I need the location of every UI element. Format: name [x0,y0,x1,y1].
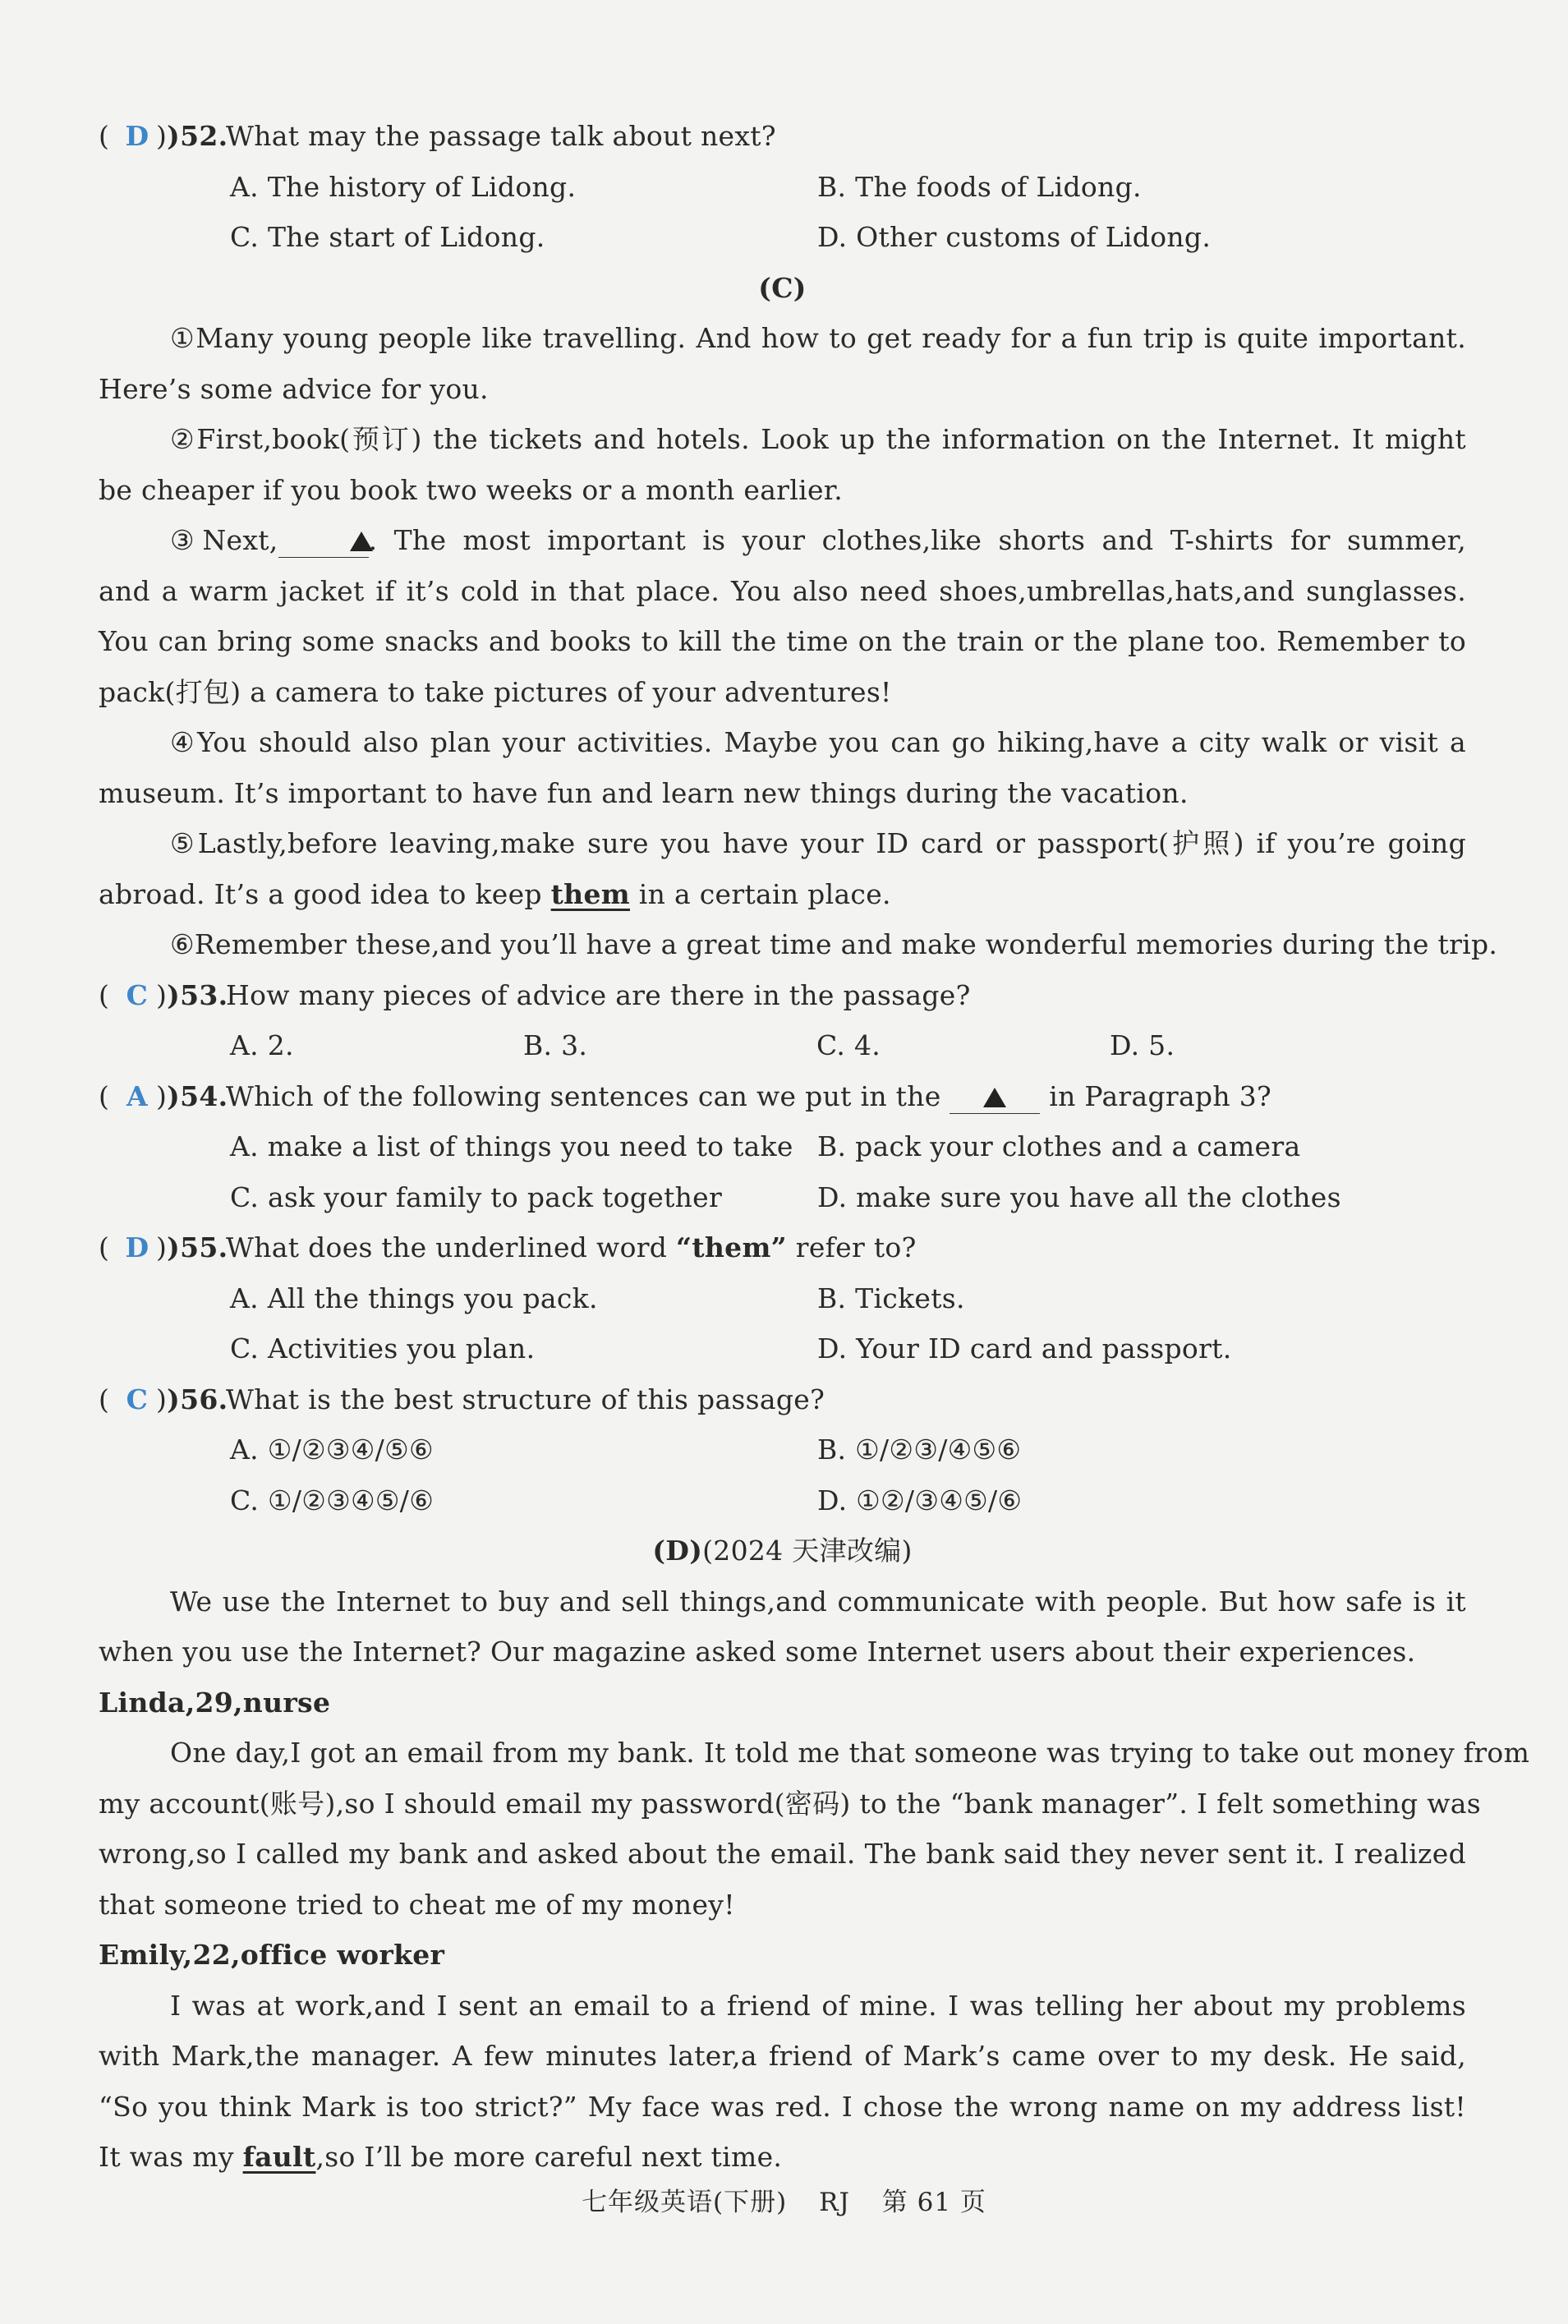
footer-edition: RJ [819,2188,850,2217]
paragraph-line: “So you think Mark is too strict?” My face was red. I chose the wrong name on my address list! [99,2090,1466,2123]
paragraph-line: We use the Internet to buy and sell things,and communicate with people. But how safe is it [170,1585,1466,1618]
text-span: . The most important is your clothes,like shorts and T-shirts for summer, [368,524,1466,556]
paragraph-line: ①Many young people like travelling. And how to get ready for a fun trip is quite important. [170,322,1466,354]
option-a: A. ①/②③④/⑤⑥ [230,1434,434,1466]
blank-triangle [278,524,369,558]
option-c: C. The start of Lidong. [230,221,545,253]
question-number: )54. [167,1079,228,1112]
paragraph-line: You can bring some snacks and books to kill the time on the train or the plane too. Remember to [99,625,1466,657]
paragraph-line [99,869,1466,920]
options-row [99,1172,1466,1223]
page-footer [0,2181,1568,2218]
option-b: B. The foods of Lidong. [817,170,1142,203]
paragraph-line: I was at work,and I sent an email to a friend of mine. I was telling her about my problems [170,1989,1466,2022]
options-row [99,1020,1466,1071]
option-d: D. ①②/③④⑤/⑥ [817,1484,1023,1516]
question-text: How many pieces of advice are there in the passage? [226,978,971,1011]
paragraph-line: Here’s some advice for you. [99,372,489,405]
option-d: D. Your ID card and passport. [817,1332,1232,1364]
question-53: ( C ))53. How many pieces of advice are there in the passage? [99,970,1466,1021]
options-row [99,1121,1466,1172]
section-c-title: (C) [758,271,807,304]
text-span: It was my [99,2141,234,2173]
option-a: A. make a list of things you need to take [230,1130,793,1162]
option-c: C. Activities you plan. [230,1332,536,1364]
question-text: What is the best structure of this passage? [226,1383,825,1415]
option-a: A. 2. [230,1029,294,1061]
underlined-word-fault: fault [242,2141,316,2173]
options-row [99,1273,1466,1324]
question-56: ( C ))56. What is the best structure of this passage? [99,1374,1466,1425]
text-span: (D) [652,1535,703,1567]
answer-53: C [126,978,149,1011]
speaker-heading-linda: Linda,29,nurse [99,1686,331,1719]
underlined-word-them: them [550,877,630,910]
question-number: )53. [167,978,228,1011]
paragraph-line: that someone tried to cheat me of my money! [99,1888,735,1921]
question-number: )55. [167,1231,228,1263]
question-number: )56. [167,1383,228,1415]
footer-page-number: 第 61 页 [881,2188,986,2217]
paragraph-line: ⑤Lastly,before leaving,make sure you have your ID card or passport(护照) if you’re going [170,827,1466,859]
paragraph-line: museum. It’s important to have fun and learn new things during the vacation. [99,776,1189,809]
text-span: ,so I’ll be more careful next time. [315,2141,783,2173]
option-a: A. The history of Lidong. [230,170,577,203]
option-b: B. 3. [523,1029,588,1061]
text-span: ③Next, [170,524,278,556]
paragraph-line: wrong,so I called my bank and asked about the email. The bank said they never sent it. I realized [99,1838,1466,1870]
text-span: in a certain place. [638,877,891,910]
question-text: What may the passage talk about next? [226,120,776,152]
paragraph-line: with Mark,the manager. A few minutes later,a friend of Mark’s came over to my desk. He said, [99,2040,1466,2072]
paragraph-line: when you use the Internet? Our magazine asked some Internet users about their experiences. [99,1636,1416,1668]
option-d: D. make sure you have all the clothes [817,1180,1341,1213]
options-row [99,1323,1466,1374]
question-52: ( D ))52. What may the passage talk about next? [99,111,1466,162]
triangle-icon [983,1088,1006,1107]
answer-52: D [125,120,149,152]
paragraph-line [99,515,1466,566]
option-c: C. 4. [816,1029,881,1061]
worksheet-content [99,111,1530,2183]
option-b: B. pack your clothes and a camera [817,1130,1301,1162]
paragraph-line: be cheaper if you book two weeks or a month earlier. [99,473,844,506]
speaker-heading-emily: Emily,22,office worker [99,1939,445,1971]
text-span: in Paragraph 3? [1049,1079,1271,1112]
paragraph-line: ⑥Remember these,and you’ll have a great time and make wonderful memories during the trip. [170,928,1498,960]
blank-triangle [950,1080,1040,1114]
option-a: A. All the things you pack. [230,1282,598,1314]
option-c: C. ①/②③④⑤/⑥ [230,1484,435,1516]
text-span: abroad. It’s a good idea to keep [99,877,542,910]
answer-55: D [125,1231,149,1263]
quoted-word: “them” [676,1231,787,1263]
paragraph-line: ②First,book(预订) the tickets and hotels. Look up the information on the Internet. It might [170,423,1466,455]
answer-56: C [126,1383,149,1415]
text-span: Which of the following sentences can we put in the [226,1079,941,1112]
paragraph-line: my account(账号),so I should email my password(密码) to the “bank manager”. I felt something was [99,1787,1481,1820]
paragraph-line [99,2132,1466,2183]
text-span: (2024 天津改编) [702,1535,913,1567]
footer-book-title: 七年级英语(下册) [582,2188,788,2217]
question-number: )52. [167,120,228,152]
option-b: B. ①/②③/④⑤⑥ [817,1434,1022,1466]
section-d-title [99,1526,1466,1576]
options-row [99,1424,1466,1475]
paragraph-line: One day,I got an email from my bank. It told me that someone was trying to take out money from [170,1737,1530,1769]
options-row [99,162,1466,213]
paragraph-line: ④You should also plan your activities. Maybe you can go hiking,have a city walk or visit a [170,726,1466,758]
options-row [99,1475,1466,1526]
paragraph-line: and a warm jacket if it’s cold in that place. You also need shoes,umbrellas,hats,and sunglasses. [99,574,1466,607]
option-d: D. Other customs of Lidong. [817,221,1212,253]
text-span: What does the underlined word [226,1231,668,1263]
text-span: refer to? [795,1231,917,1263]
option-d: D. 5. [1110,1029,1175,1061]
option-b: B. Tickets. [817,1282,965,1314]
question-text [226,1222,917,1273]
options-row [99,212,1466,263]
paragraph-line: pack(打包) a camera to take pictures of your adventures! [99,675,892,708]
question-55: ( D ))55. What does the underlined word “them” refer to? [99,1222,1466,1273]
question-text [226,1071,1271,1122]
option-c: C. ask your family to pack together [230,1180,723,1213]
answer-54: A [126,1079,148,1112]
question-54: ( A ))54. Which of the following sentences can we put in the in Paragraph 3? [99,1071,1466,1122]
